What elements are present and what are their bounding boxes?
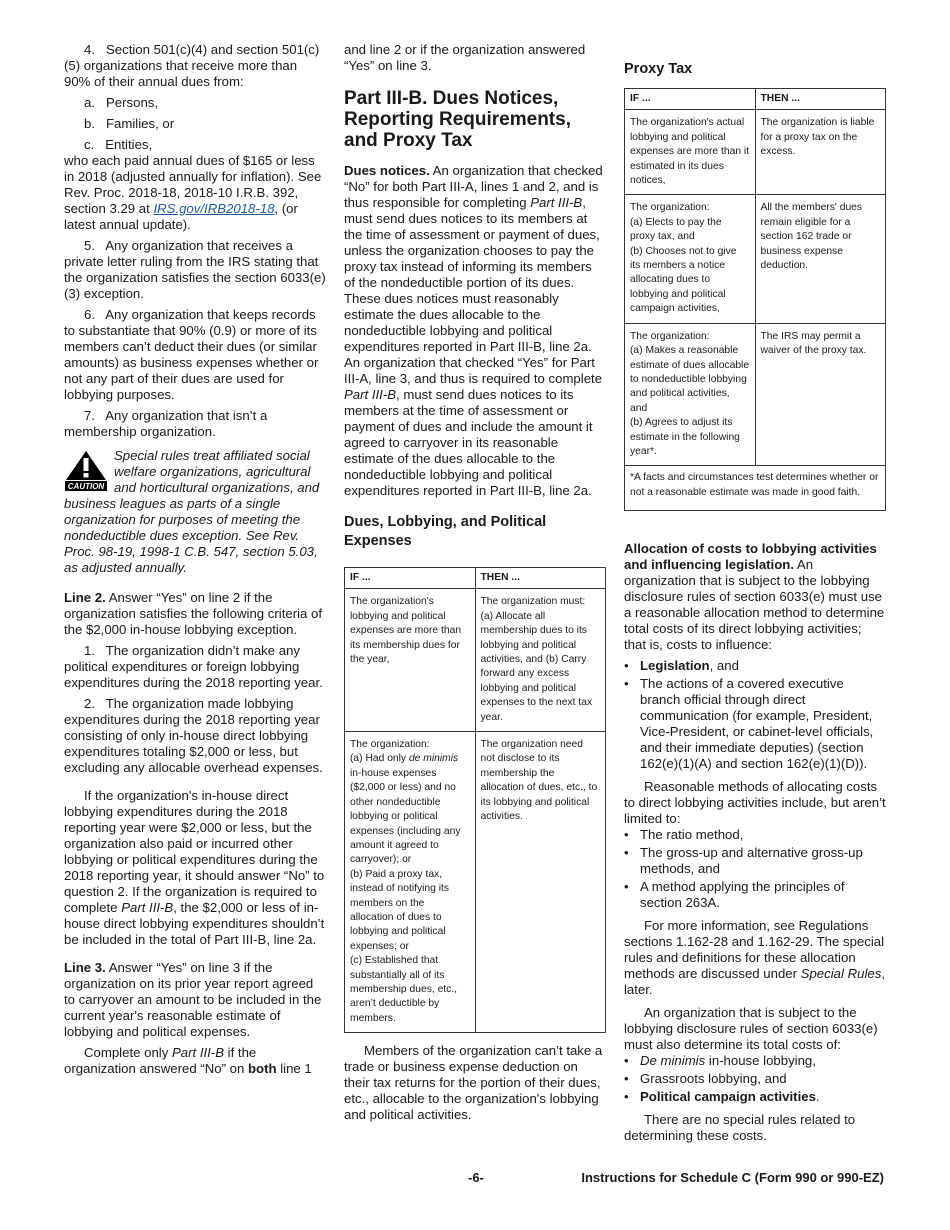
table-header-row bbox=[345, 568, 606, 589]
line-3-paragraph: Line 3. Answer “Yes” on line 3 if the organization on its prior year report agreed to carryover an amount to be included in the current year's reasonable estimate of lobbying and political expenses. bbox=[64, 960, 322, 1039]
caution-label: CAUTION bbox=[67, 482, 105, 491]
list-item: • The actions of a covered executive branch official through direct communication (for example, President, Vice-President, or cabinet-level officials, and their immediate deputies) (section 162(e)(1)(A) and section 162(e)(1)(D)). bbox=[624, 676, 886, 772]
list-item: • Grassroots lobbying, and bbox=[624, 1071, 886, 1087]
then-cell: All the members' dues remain eligible for a section 162 trade or business expense deduction. bbox=[755, 195, 886, 323]
item-4b: b. Families, or bbox=[84, 116, 175, 131]
table-footnote-row bbox=[625, 466, 886, 511]
allocation-paragraph: Allocation of costs to lobbying activities and influencing legislation. An organization that is subject to the lobbying disclosure rules of section 6033(e) must use a reasonable allocation method to determine total costs of its direct lobbying activities; that is, costs to influence: bbox=[624, 541, 885, 653]
if-header: IF ... bbox=[625, 89, 756, 110]
item-4-continued: who each paid annual dues of $165 or less in 2018 (adjusted annually for inflation). See Rev. Proc. 2018-18, 2018-10 I.R.B. 392, section 3.29 at IRS.gov/IRB2018-18, (or latest annual update). bbox=[64, 153, 322, 232]
continued-text: and line 2 or if the organization answered “Yes” on line 3. bbox=[344, 42, 586, 73]
item-4a: a. Persons, bbox=[84, 95, 159, 110]
caution-icon bbox=[64, 450, 108, 492]
list-item: • The ratio method, bbox=[624, 827, 886, 843]
complete-part-iiib: Complete only Part III-B if the organization answered “No” on both line 1 bbox=[64, 1045, 312, 1076]
line-3-heading: Line 3. bbox=[64, 960, 106, 975]
then-cell: The organization is liable for a proxy tax on the excess. bbox=[755, 110, 886, 195]
item-4c: c. Entities, bbox=[84, 137, 153, 152]
item-7: 7. Any organization that isn’t a membership organization. bbox=[64, 408, 268, 439]
dues-lobbying-heading: Dues, Lobbying, and Political Expenses bbox=[344, 514, 547, 549]
allocation-heading: Allocation of costs to lobbying activities and influencing legislation. bbox=[624, 541, 877, 573]
then-cell: The IRS may permit a waiver of the proxy tax. bbox=[755, 323, 886, 466]
then-cell: The organization need not disclose to its membership the allocation of dues, etc., to its lobbying and political activities. bbox=[475, 732, 606, 1033]
proxy-tax-heading: Proxy Tax bbox=[624, 61, 693, 77]
then-cell: The organization must: (a) Allocate all membership dues to its lobbying and political activities, and (b) Carry forward any excess lobbying and political expenses to the next tax year. bbox=[475, 589, 606, 732]
column-1 bbox=[64, 42, 326, 1082]
document-title: Instructions for Schedule C (Form 990 or 990-EZ) bbox=[581, 1170, 884, 1185]
no-special-rules: There are no special rules related to determining these costs. bbox=[624, 1112, 856, 1144]
list-item: • De minimis in-house lobbying, bbox=[624, 1053, 886, 1069]
section-heading: Part III-B. Dues Notices, Reporting Requirements, and Proxy Tax bbox=[344, 88, 571, 151]
members-paragraph: Members of the organization can’t take a trade or business expense deduction on their tax returns for the portion of their dues, etc., allocable to the organization's lobbying and political activities. bbox=[344, 1043, 603, 1123]
line-2-heading: Line 2. bbox=[64, 590, 106, 605]
list-item: • The gross-up and alternative gross-up methods, and bbox=[624, 845, 886, 877]
line-2-item-1: 1. The organization didn’t make any political expenditures or foreign lobbying expenditures during the 2018 reporting year. bbox=[64, 643, 323, 690]
proxy-tax-table bbox=[624, 88, 886, 511]
table-header-row bbox=[625, 89, 886, 110]
caution-note bbox=[64, 448, 326, 576]
if-header: IF ... bbox=[345, 568, 476, 589]
dues-lobbying-table bbox=[344, 567, 606, 1033]
column-2 bbox=[344, 42, 606, 1128]
table-row bbox=[345, 732, 606, 1033]
more-info-paragraph: For more information, see Regulations sections 1.162-28 and 1.162-29. The special rules and definitions for these allocation methods are discussed under Special Rules, later. bbox=[624, 918, 885, 998]
page-number: -6- bbox=[468, 1170, 484, 1185]
irb-link[interactable]: IRS.gov/IRB2018-18 bbox=[153, 201, 275, 216]
line-2-item-2: 2. The organization made lobbying expenditures during the 2018 reporting year consisting of only in-house direct lobbying expenditures totaling $2,000 or less, but excluding any allocable overhead expenses. bbox=[64, 696, 323, 775]
line-2-paragraph: Line 2. Answer “Yes” on line 2 if the organization satisfies the following criteria of the $2,000 in-house lobbying exception. bbox=[64, 590, 323, 637]
dues-notices-paragraph: Dues notices. An organization that checked “No” for both Part III-A, lines 1 and 2, and is thus responsible for completing Part III-B, must send dues notices to its members at the time of assessment or payment of dues, unless the organization chooses to pay the proxy tax instead of informing its members of the nondeductible portion of its dues. These dues notices must reasonably estimate the dues allocable to the nondeductible lobbying and political expenditures reported in Part III-B, line 2a. An organization that checked “Yes” for Part III-A, line 3, and thus is required to complete Part III-B, must send dues notices to its members at the time of assessment or payment of dues and include the amount it agreed to carryover in its reasonable estimate of the dues allocable to the nondeductible lobbying and political expenditures reported in Part III-B, line 2a. bbox=[344, 163, 603, 498]
table-row bbox=[625, 195, 886, 323]
dues-notices-heading: Dues notices. bbox=[344, 163, 430, 178]
item-4: 4. Section 501(c)(4) and section 501(c)(5) organizations that receive more than 90% of their annual dues from: bbox=[64, 42, 320, 89]
caution-text: Special rules treat affiliated social welfare organizations, agricultural and horticultural organizations, and business leagues as parts of a single organization for purposes of meeting the nondeductible dues exception. See Rev. Proc. 98-19, 1998-1 C.B. 547, section 5.03, as adjusted annually. bbox=[64, 448, 320, 575]
column-3 bbox=[624, 42, 886, 1149]
subject-paragraph: An organization that is subject to the lobbying disclosure rules of section 6033(e) must also determine its total costs of: bbox=[624, 1005, 878, 1053]
item-5: 5. Any organization that receives a private letter ruling from the IRS stating that the organization satisfies the section 6033(e)(3) exception. bbox=[64, 238, 326, 301]
if-cell: The organization's lobbying and political expenses are more than its membership dues for the year, bbox=[345, 589, 476, 732]
if-cell: The organization: (a) Had only de minimis in-house expenses ($2,000 or less) and no other nondeductible lobbying or political expenses (including any amount it agreed to carryover); or (b) Paid a proxy tax, instead of notifying its members on the allocation of dues to lobbying and political expenses; or (c) Established that substantially all of its membership dues, etc., aren’t deductible by members. bbox=[345, 732, 476, 1033]
then-header: THEN ... bbox=[755, 89, 886, 110]
list-item: • A method applying the principles of section 263A. bbox=[624, 879, 886, 911]
item-6: 6. Any organization that keeps records to substantiate that 90% (0.9) or more of its members can’t deduct their dues (or similar amounts) as business expenses whether or not any part of their dues are used for lobbying purposes. bbox=[64, 307, 319, 402]
table-row bbox=[625, 323, 886, 466]
table-row bbox=[345, 589, 606, 732]
list-item: • Political campaign activities. bbox=[624, 1089, 886, 1105]
table-footnote: *A facts and circumstances test determines whether or not a reasonable estimate was made in good faith. bbox=[625, 466, 886, 511]
if-cell: The organization's actual lobbying and political expenses are more than it estimated in its dues notices, bbox=[625, 110, 756, 195]
list-item: • Legislation, and bbox=[624, 658, 886, 674]
if-cell: The organization: (a) Elects to pay the proxy tax, and (b) Chooses not to give its members a notice allocating dues to lobbying and political campaign activities, bbox=[625, 195, 756, 323]
if-cell: The organization: (a) Makes a reasonable estimate of dues allocable to nondeductible lobbying and political activities, and (b) Agrees to adjust its estimate in the following year*. bbox=[625, 323, 756, 466]
line-2-explanation: If the organization's in-house direct lobbying expenditures during the 2018 reporting year were $2,000 or less, but the organization also paid or incurred other lobbying or political expenditures during the 2018 reporting year, it should answer “No” to question 2. If the organization is required to complete Part III-B, the $2,000 or less of in-house direct lobbying expenditures shouldn’t be included in the total of Part III-B, line 2a. bbox=[64, 788, 325, 947]
then-header: THEN ... bbox=[475, 568, 606, 589]
table-row bbox=[625, 110, 886, 195]
methods-paragraph: Reasonable methods of allocating costs to direct lobbying activities include, but aren’t limited to: bbox=[624, 779, 886, 827]
